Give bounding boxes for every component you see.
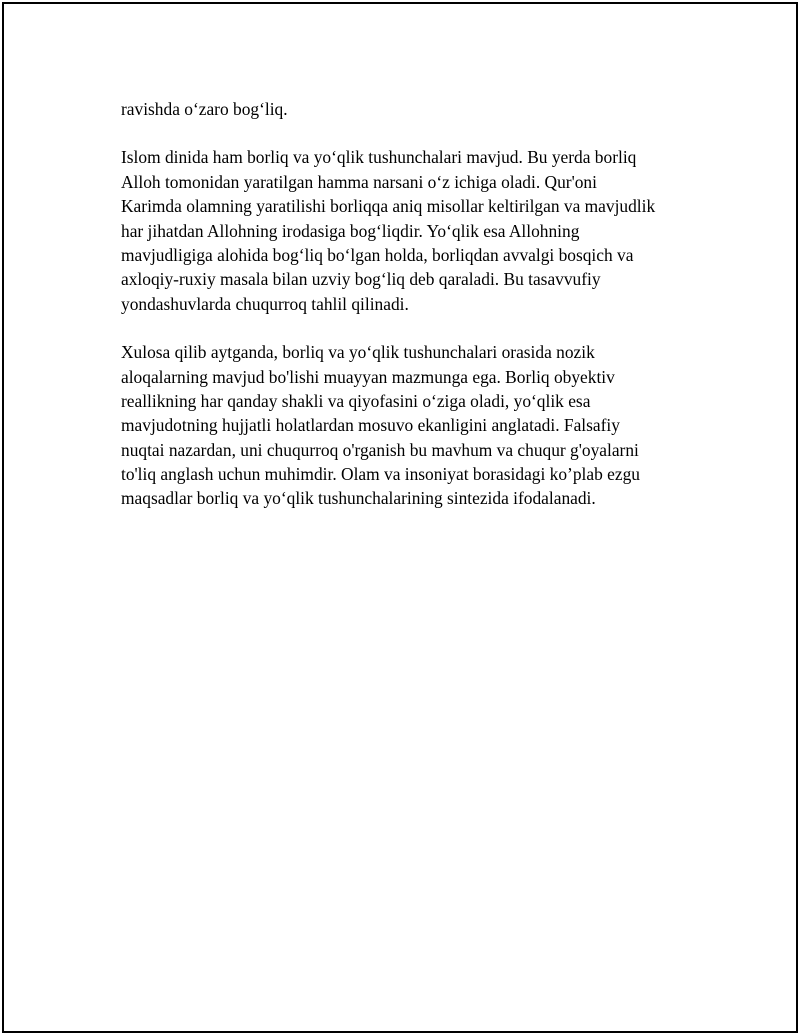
text-line: aloqalarning mavjud bo'lishi muayyan mazmunga ega. Borliq obyektiv — [121, 366, 615, 387]
document-body — [121, 97, 696, 535]
text-line: Karimda olamning yaratilishi borliqqa aniq misollar keltirilgan va mavjudlik — [121, 196, 656, 217]
text-line: Xulosa qilib aytganda, borliq va yo‘qlik tushunchalari orasida nozik — [121, 342, 595, 363]
text-line: Islom dinida ham borliq va yo‘qlik tushunchalari mavjud. Bu yerda borliq — [121, 147, 637, 168]
text-line: mavjudotning hujjatli holatlardan mosuvo ekanligini anglatadi. Falsafiy — [121, 415, 620, 436]
text-line: har jihatdan Allohning irodasiga bog‘liqdir. Yo‘qlik esa Allohning — [121, 220, 580, 241]
text-line: maqsadlar borliq va yo‘qlik tushunchalarining sintezida ifodalanadi. — [121, 488, 596, 509]
text-line: to'liq anglash uchun muhimdir. Olam va insoniyat borasidagi ko’plab ezgu — [121, 464, 640, 485]
text-line: nuqtai nazardan, uni chuqurroq o'rganish bu mavhum va chuqur g'oyalarni — [121, 439, 639, 460]
text-line: axloqiy-ruxiy masala bilan uzviy bog‘liq deb qaraladi. Bu tasavvufiy — [121, 269, 601, 290]
text-line: ravishda o‘zaro bog‘liq. — [121, 99, 288, 119]
text-line: yondashuvlarda chuqurroq tahlil qilinadi. — [121, 293, 409, 314]
text-line: reallikning har qanday shakli va qiyofasini o‘ziga oladi, yo‘qlik esa — [121, 390, 591, 411]
page-border — [2, 2, 798, 1033]
paragraph-2 — [121, 145, 696, 316]
paragraph-1 — [121, 97, 696, 121]
paragraph-3 — [121, 340, 696, 511]
text-line: mavjudligiga alohida bog‘liq bo‘lgan holda, borliqdan avvalgi bosqich va — [121, 244, 634, 265]
text-line: Alloh tomonidan yaratilgan hamma narsani o‘z ichiga oladi. Qur'oni — [121, 171, 597, 192]
